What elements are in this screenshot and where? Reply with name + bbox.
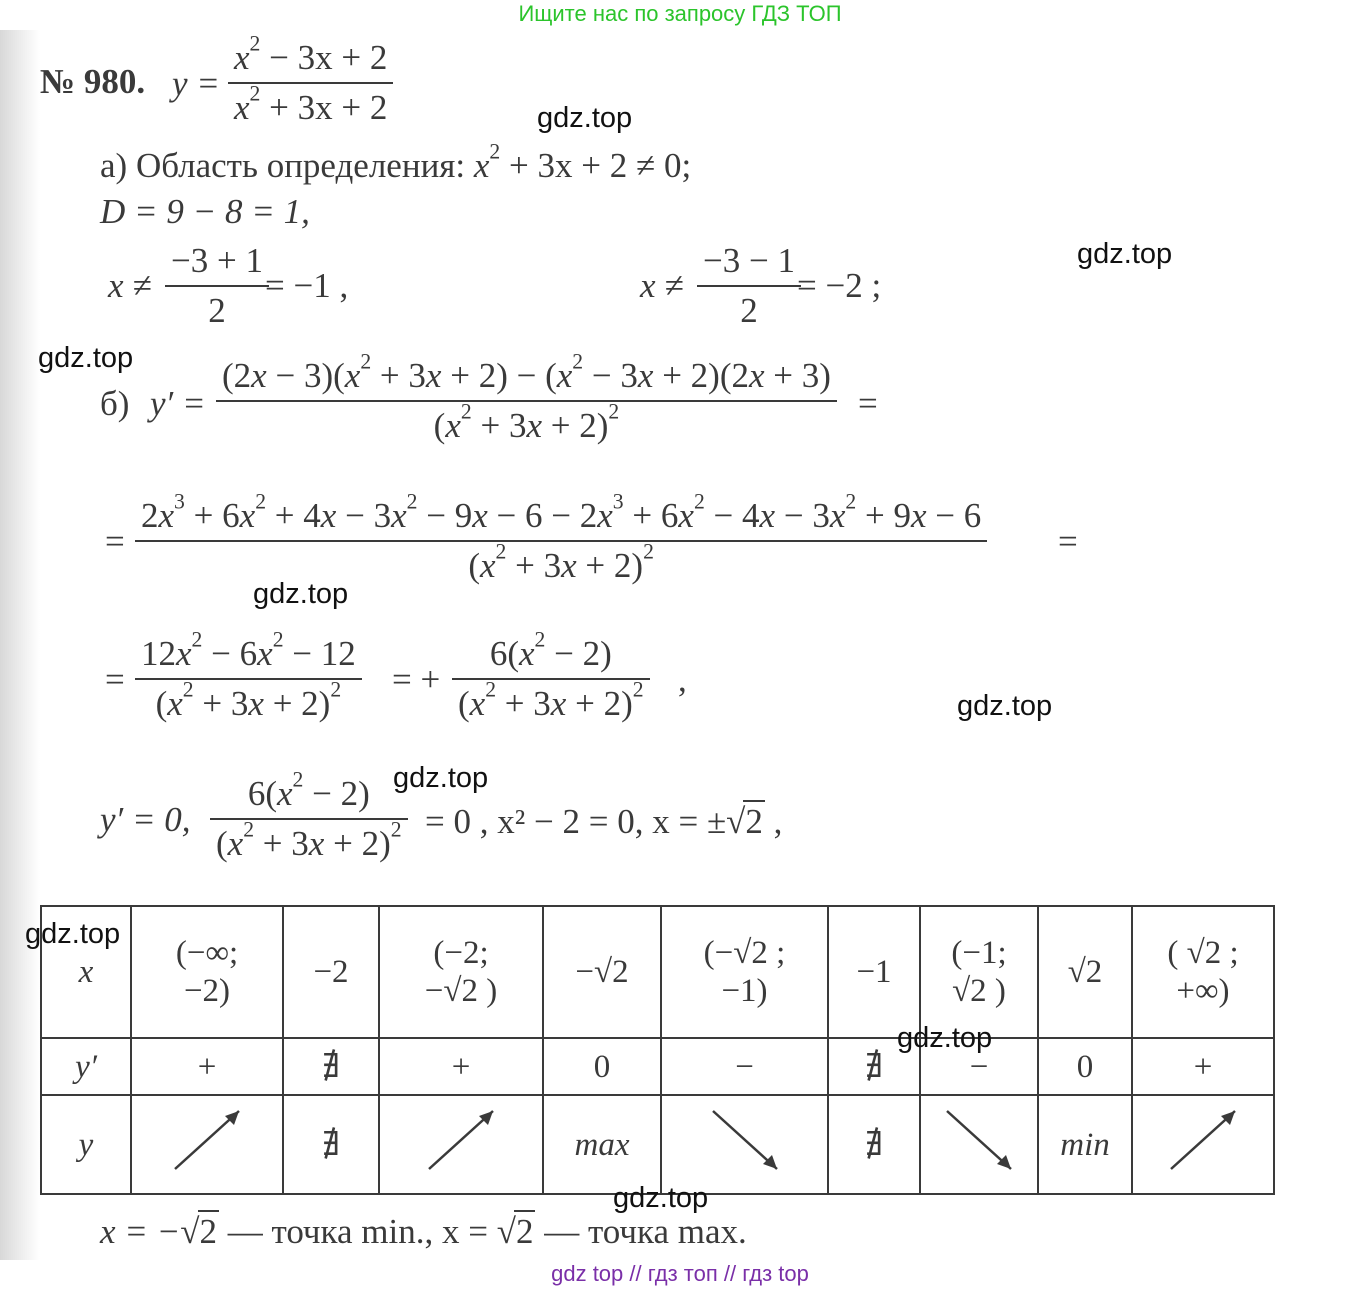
- problem-number: № 980.: [40, 62, 146, 101]
- critical-lhs: y′ = 0,: [100, 800, 191, 839]
- sqrt-radicand: 2: [745, 802, 763, 841]
- table-row-yprime: [41, 1038, 1274, 1095]
- critical-rhs-text: = 0 , x² − 2 = 0, x = ±: [425, 802, 727, 841]
- table-cell: ( √2 ; +∞): [1132, 906, 1274, 1038]
- table-cell: 0: [543, 1038, 661, 1095]
- increasing-arrow-icon: [167, 1105, 247, 1175]
- eq-sign-2: =: [105, 522, 125, 561]
- derivative-fraction-3: $12x^2 - 6x^2 - 12$ $(x^2 + 3x + 2)^2$: [135, 634, 362, 724]
- domain-condition: + 3x + 2 ≠ 0;: [500, 146, 692, 185]
- bottom-banner[interactable]: gdz top // гдз топ // гдз top: [551, 1261, 809, 1286]
- table-cell: −2: [283, 906, 379, 1038]
- watermark: gdz.top: [897, 1022, 993, 1054]
- table-cell: y: [41, 1095, 131, 1194]
- watermark: gdz.top: [38, 342, 134, 374]
- root1-rhs: = −1 ,: [265, 266, 349, 305]
- table-cell: +: [131, 1038, 283, 1095]
- part-b-label: б): [100, 384, 130, 423]
- sign-table: [40, 905, 1275, 1195]
- conclusion-part-2: — точка min., x =: [219, 1212, 497, 1251]
- table-cell: [1132, 1095, 1274, 1194]
- comma: ,: [678, 660, 687, 699]
- increasing-arrow-icon: [421, 1105, 501, 1175]
- table-cell: [379, 1095, 543, 1194]
- derivative-fraction-4: $6(x^2 - 2)$ $(x^2 + 3x + 2)^2$: [452, 634, 650, 724]
- conclusion-part-1: x = −: [100, 1212, 181, 1251]
- root2-denominator: 2: [740, 291, 758, 330]
- table-cell: √2: [1038, 906, 1132, 1038]
- table-cell: max: [543, 1095, 661, 1194]
- main-numerator: − 3x + 2: [269, 38, 388, 77]
- root1-fraction: [165, 241, 269, 331]
- table-cell: x: [41, 906, 131, 1038]
- table-row-x: [41, 906, 1274, 1038]
- watermark: gdz.top: [537, 102, 633, 134]
- eq-plus: = +: [392, 660, 441, 699]
- decreasing-arrow-icon: [705, 1105, 785, 1175]
- eq-sign-1: =: [858, 384, 878, 423]
- table-cell: 0: [1038, 1038, 1132, 1095]
- derivative-fraction-1: $(2x - 3)(x^2 + 3x + 2) - (x^2 - 3x + 2)(2x + 3)$ $(x^2 + 3x + 2)^2$: [216, 356, 837, 446]
- table-cell: [661, 1095, 828, 1194]
- table-cell: min: [1038, 1095, 1132, 1194]
- table-cell: −: [920, 1038, 1038, 1095]
- table-cell: +: [1132, 1038, 1274, 1095]
- watermark: gdz.top: [957, 690, 1053, 722]
- root1-numerator: −3 + 1: [171, 241, 263, 280]
- table-cell: ∄: [283, 1038, 379, 1095]
- table-cell: (−√2 ; −1): [661, 906, 828, 1038]
- y-equals: y =: [172, 64, 220, 103]
- decreasing-arrow-icon: [939, 1105, 1019, 1175]
- table-cell: y′: [41, 1038, 131, 1095]
- table-cell: (−1; √2 ): [920, 906, 1038, 1038]
- scan-shadow: [0, 30, 40, 1260]
- domain-label: а) Область определения:: [100, 146, 466, 185]
- critical-fraction: $6(x^2 - 2)$ $(x^2 + 3x + 2)^2$: [210, 774, 408, 864]
- table-cell: [920, 1095, 1038, 1194]
- root2-lhs: x ≠: [640, 266, 684, 305]
- top-banner[interactable]: Ищите нас по запросу ГДЗ ТОП: [518, 1, 842, 26]
- root1-denominator: 2: [208, 291, 226, 330]
- eq-sign-4: =: [105, 660, 125, 699]
- table-cell: ∄: [828, 1095, 920, 1194]
- increasing-arrow-icon: [1163, 1105, 1243, 1175]
- table-cell: (−∞; −2): [131, 906, 283, 1038]
- sqrt-radicand: 2: [199, 1212, 217, 1251]
- root2-numerator: −3 − 1: [703, 241, 795, 280]
- table-cell: ∄: [828, 1038, 920, 1095]
- watermark: gdz.top: [25, 918, 121, 950]
- sqrt-radicand: 2: [515, 1212, 534, 1251]
- root2-rhs: = −2 ;: [797, 266, 882, 305]
- table-cell: ∄: [283, 1095, 379, 1194]
- eq-sign-3: =: [1058, 522, 1078, 561]
- table-row-y: [41, 1095, 1274, 1194]
- main-fraction: $x^2 - 3x + 2$ $x^2 + 3x + 2$: [228, 38, 393, 128]
- main-denominator: + 3x + 2: [269, 88, 388, 127]
- derivative-fraction-2: $2x^3 + 6x^2 + 4x - 3x^2 - 9x - 6 - 2x^3 + 6x^2 - 4x - 3x^2 + 9x - 6$ $(x^2 + 3x + 2)^2$: [135, 496, 987, 586]
- table-cell: [131, 1095, 283, 1194]
- root1-lhs: x ≠: [108, 266, 152, 305]
- watermark: gdz.top: [613, 1182, 709, 1214]
- table-cell: (−2; −√2 ): [379, 906, 543, 1038]
- conclusion: x = −√2 — точка min., x = √2 — точка max.: [100, 1212, 747, 1251]
- watermark: gdz.top: [1077, 238, 1173, 270]
- root2-fraction: [697, 241, 801, 331]
- table-cell: −√2: [543, 906, 661, 1038]
- table-cell: +: [379, 1038, 543, 1095]
- watermark: gdz.top: [393, 762, 489, 794]
- table-cell: −1: [828, 906, 920, 1038]
- domain-line: а) Область определения: $x^2 + 3x + 2 \ne 0$;: [100, 139, 692, 185]
- discriminant: D = 9 − 8 = 1,: [100, 192, 310, 231]
- critical-rhs: = 0 , x² − 2 = 0, x = ±√2 ,: [425, 802, 783, 841]
- watermark: gdz.top: [253, 578, 349, 610]
- conclusion-part-3: — точка max.: [535, 1212, 747, 1251]
- derivative-lhs: y′ =: [150, 384, 206, 423]
- table-cell: −: [661, 1038, 828, 1095]
